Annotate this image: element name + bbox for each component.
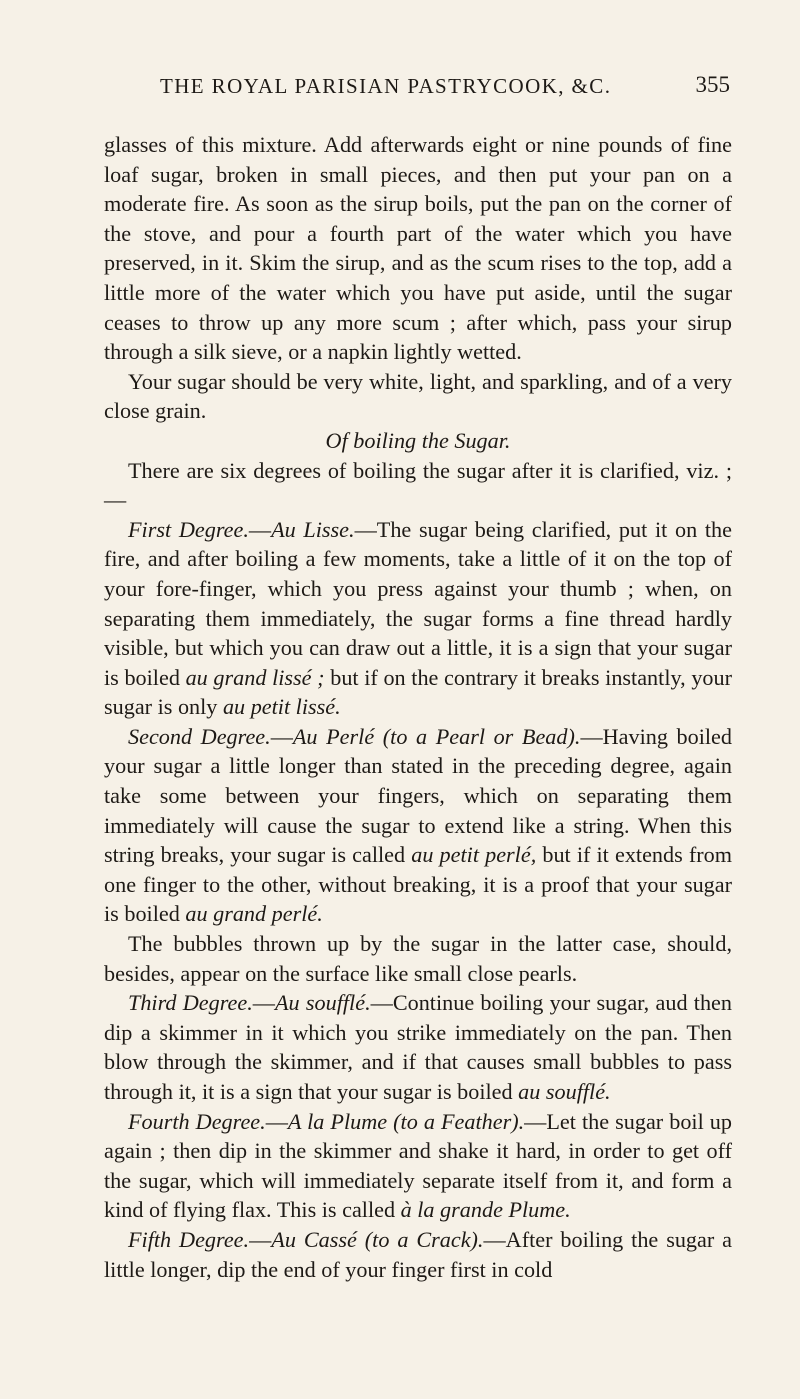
fourth-degree-text-a: —Let the sugar boil up again ; then dip in the skimmer and shake it hard, in order to get off the sugar, which will immediately separate itself from it, and form a kind of flying flax. This is called xyxy=(104,1108,732,1223)
fourth-degree-name: A la Plume xyxy=(287,1108,388,1134)
fifth-degree-name: Au Cassé xyxy=(271,1226,357,1252)
first-degree-text-a: —The sugar being clarified, put it on the fire, and after boiling a few moments, take a little of it on the top of your fore-finger, which you press against your thumb ; when, on separating them immediately, the sugar forms a fine thread hardly visible, but which you can draw out a little, it is a sign that your sugar is boiled xyxy=(104,516,732,690)
page-body xyxy=(104,130,732,1284)
third-degree-name: Au soufflé. xyxy=(274,990,371,1016)
paragraph-fifth-degree: Fifth Degree.—Au Cassé (to a Crack).—After boiling the sugar a little longer, dip the end of your finger first in cold xyxy=(104,1226,733,1282)
fifth-degree-text-a: —After boiling the sugar a little longer, dip the end of your finger first in cold xyxy=(104,1226,733,1282)
second-degree-title: Second Degree. xyxy=(128,723,271,749)
fourth-degree-gloss: (to a Feather). xyxy=(393,1108,525,1134)
paragraph-third-degree: Third Degree.—Au soufflé.—Continue boiling your sugar, aud then dip a skimmer in it which you strike immediately on the pan. Then blow through the skimmer, and if that causes small bubbles to pass through it, it is a sign that your sugar is boiled au soufflé. xyxy=(104,990,733,1104)
section-heading-text: Of boiling the Sugar. xyxy=(325,427,511,453)
running-head xyxy=(160,74,730,110)
first-degree-term-a: au grand lissé ; xyxy=(185,664,325,690)
first-degree-name: Au Lisse. xyxy=(271,516,355,542)
running-title: THE ROYAL PARISIAN PASTRYCOOK, &C. xyxy=(160,74,612,98)
second-degree-name: Au Perlé xyxy=(292,723,375,749)
paragraph-first-degree: First Degree.—Au Lisse.—The sugar being clarified, put it on the fire, and after boiling a few moments, take a little of it on the top of your fore-finger, which you press against your thumb ; when, on separating them immediately, the sugar forms a fine thread hardly visible, but which you can draw out a little, it is a sign that your sugar is boiled au grand lissé ; but if on the contrary it breaks instantly, your sugar is only au petit lissé. xyxy=(104,516,733,720)
fifth-degree-title: Fifth Degree. xyxy=(128,1226,250,1252)
third-degree-text-a: —Continue boiling your sugar, aud then dip a skimmer in it which you strike immediately on the pan. Then blow through the skimmer, and if that causes small bubbles to pass through it, it is a sign that your sugar is boiled xyxy=(104,990,733,1104)
paragraph-fourth-degree: Fourth Degree.—A la Plume (to a Feather).—Let the sugar boil up again ; then dip in the skimmer and shake it hard, in order to get off the sugar, which will immediately separate itself from it, and form a kind of flying flax. This is called à la grande Plume. xyxy=(104,1108,732,1223)
first-degree-text-b: but if on the contrary it breaks instantly, your sugar is only xyxy=(104,664,733,720)
first-degree-term-b: au petit lissé. xyxy=(222,694,341,720)
fifth-degree-gloss: (to a Crack). xyxy=(364,1226,484,1252)
second-degree-gloss: (to a Pearl or Bead). xyxy=(382,723,581,749)
third-degree-term-a: au soufflé. xyxy=(518,1079,611,1104)
paragraph-continuation: glasses of this mixture. Add afterwards eight or nine pounds of fine loaf sugar, broken in small pieces, and then put your pan on a moderate fire. As soon as the sirup boils, put the pan on the corner of the stove, and pour a fourth part of the water which you have preserved, in it. Skim the sirup, and as the scum rises to the top, add a little more of the water which you have put aside, until the sugar ceases to throw up any more scum ; after which, pass your sirup through a silk sieve, or a napkin lightly wetted. xyxy=(104,132,732,365)
second-degree-term-b: au grand perlé. xyxy=(185,901,323,927)
third-degree-title: Third Degree. xyxy=(128,990,253,1016)
fourth-degree-term-a: à la grande Plume. xyxy=(400,1197,571,1223)
paragraph-second-degree: Second Degree.—Au Perlé (to a Pearl or Bead).—Having boiled your sugar a little longer than stated in the preceding degree, again take some between your fingers, which on separating them immediately will cause the sugar to extend like a string. When this string breaks, your sugar is called au petit perlé, but if it extends from one finger to the other, without breaking, it is a proof that your sugar is boiled au grand perlé. xyxy=(104,723,733,927)
second-degree-text-a: —Having boiled your sugar a little longer than stated in the preceding degree, again take some between your fingers, which on separating them immediately will cause the sugar to extend like a string. When this string breaks, your sugar is called xyxy=(104,723,732,868)
paragraph-bubbles: The bubbles thrown up by the sugar in the latter case, should, besides, appear on the surface like small close pearls. xyxy=(104,931,732,986)
section-heading xyxy=(104,426,732,456)
paragraph-sugar-quality: Your sugar should be very white, light, and sparkling, and of a very close grain. xyxy=(104,368,732,424)
page-number: 355 xyxy=(695,72,730,97)
second-degree-text-b: but if it extends from one finger to the other, without breaking, it is a proof that your sugar is boiled xyxy=(104,842,733,927)
first-degree-title: First Degree. xyxy=(128,516,249,542)
second-degree-term-a: au petit perlé, xyxy=(411,842,537,868)
fourth-degree-title: Fourth Degree. xyxy=(128,1108,266,1134)
section-intro: There are six degrees of boiling the sugar after it is clarified, viz. ;— xyxy=(104,457,732,513)
